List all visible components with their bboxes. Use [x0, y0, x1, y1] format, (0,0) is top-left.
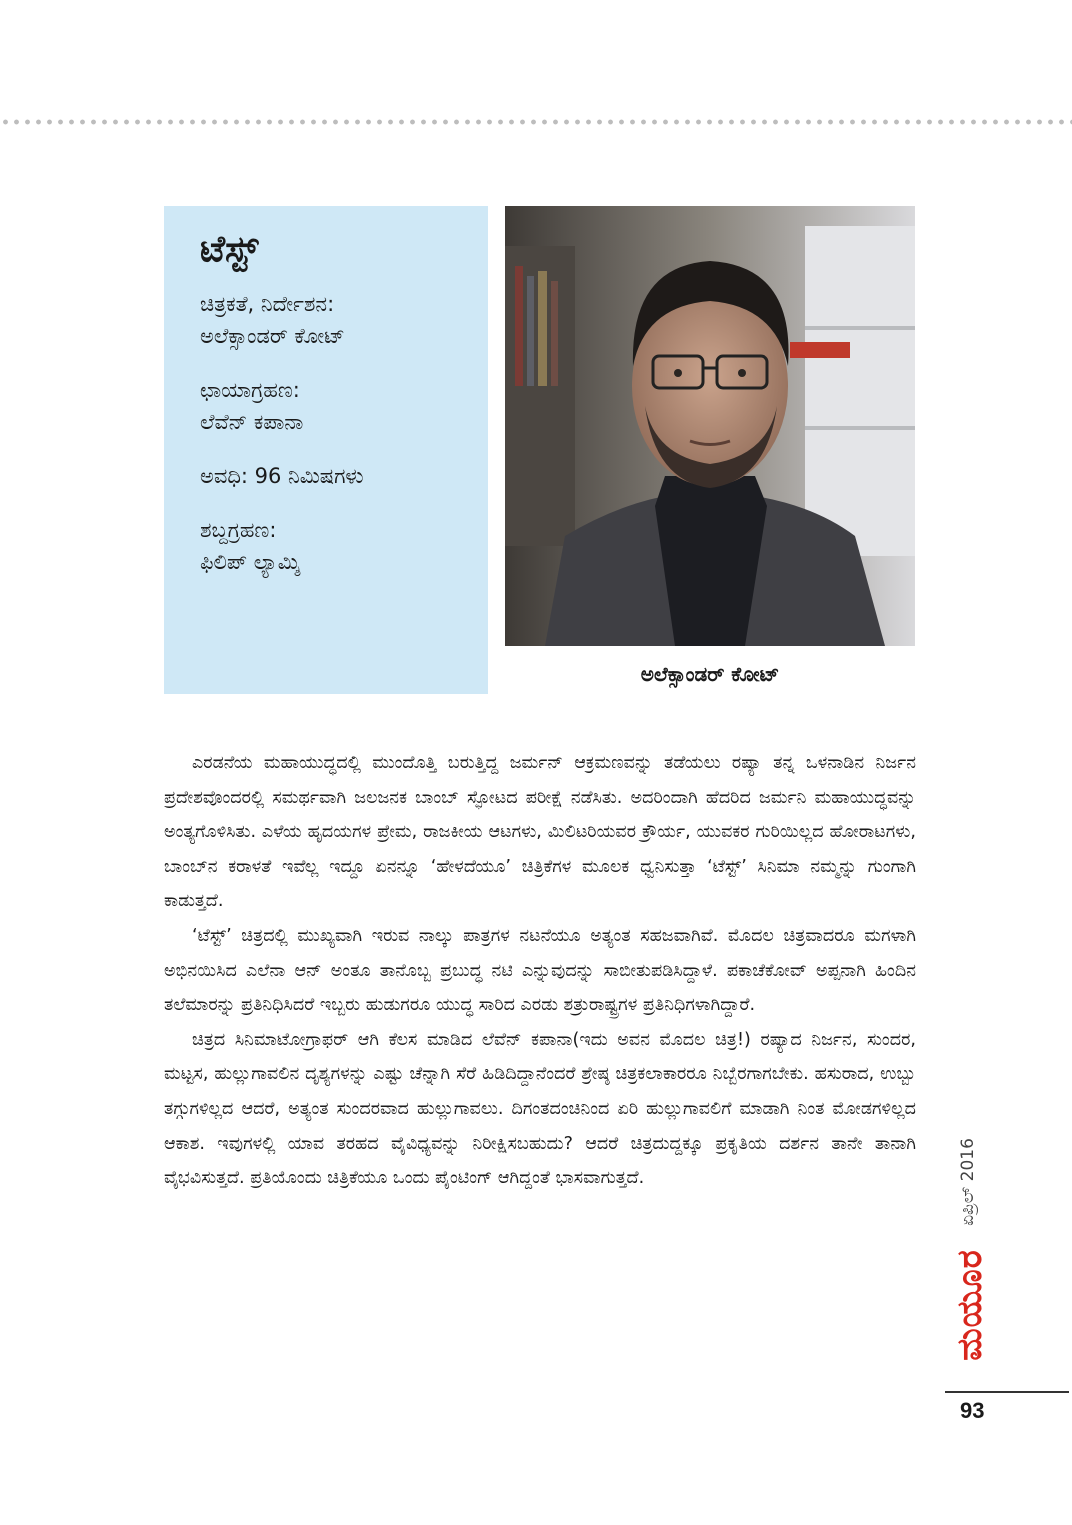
camera-label: ಛಾಯಾಗ್ರಹಣ: [200, 378, 300, 402]
dotted-rule [0, 118, 1072, 126]
duration-text: ಅವಧಿ: 96 ನಿಮಿಷಗಳು [200, 464, 364, 488]
article-paragraph: ‘ಟೆಸ್ಟ್’ ಚಿತ್ರದಲ್ಲಿ ಮುಖ್ಯವಾಗಿ ಇರುವ ನಾಲ್ಕು ಪಾತ್ರಗಳ ನಟನೆಯೂ ಅತ್ಯಂತ ಸಹಜವಾಗಿವೆ. ಮೊದಲ ಚಿತ್ರವಾದರೂ ಮಗಳಾಗಿ ಅಭಿನಯಿಸಿದ ಎಲೆನಾ ಆನ್ ಅಂತೂ ತಾನೊಬ್ಬ ಪ್ರಬುದ್ಧ ನಟಿ ಎನ್ನುವುದನ್ನು ಸಾಬೀತುಪಡಿಸಿದ್ದಾಳೆ. ಪಕಾಚೆಕೋವ್ ಅಪ್ಪನಾಗಿ ಹಿಂದಿನ ತಲೆಮಾರನ್ನು ಪ್ರತಿನಿಧಿಸಿದರೆ ಇಬ್ಬರು ಹುಡುಗರೂ ಯುದ್ಧ ಸಾರಿದ ಎರಡು ಶತ್ರುರಾಷ್ಟ್ರಗಳ ಪ್ರತಿನಿಧಿಗಳಾಗಿದ್ದಾರೆ. [164, 925, 916, 1016]
credit-camera [200, 374, 458, 438]
camera-value: ಲೆವೆನ್ ಕಪಾನಾ [200, 410, 304, 434]
page-number-rule [945, 1391, 1069, 1393]
credit-screenplay [200, 288, 458, 352]
magazine-logo: ಮಯೂರ [950, 1249, 990, 1361]
screenplay-value: ಅಲೆಕ್ಸಾಂಡರ್ ಕೋಟ್ [200, 324, 345, 348]
sound-value: ಫಿಲಿಪ್ ಲ್ಯಾಮ್ಶಿ [200, 550, 301, 574]
issue-date: ಏಪ್ರಿಲ್ 2016 [958, 1138, 978, 1226]
magazine-sidebar [945, 1115, 995, 1380]
screenplay-label: ಚಿತ್ರಕತೆ, ನಿರ್ದೇಶನ: [200, 292, 335, 316]
article-body [164, 746, 916, 1196]
film-title: ಟೆಸ್ಟ್ [200, 229, 259, 270]
page-number: 93 [960, 1398, 985, 1423]
article-paragraph: ಎರಡನೆಯ ಮಹಾಯುದ್ಧದಲ್ಲಿ ಮುಂದೊತ್ತಿ ಬರುತ್ತಿದ್ದ ಜರ್ಮನ್ ಆಕ್ರಮಣವನ್ನು ತಡೆಯಲು ರಷ್ಯಾ ತನ್ನ ಒಳನಾಡಿನ ನಿರ್ಜನ ಪ್ರದೇಶವೊಂದರಲ್ಲಿ ಸಮರ್ಥವಾಗಿ ಜಲಜನಕ ಬಾಂಬ್ ಸ್ಫೋಟದ ಪರೀಕ್ಷೆ ನಡೆಸಿತು. ಅದರಿಂದಾಗಿ ಹೆದರಿದ ಜರ್ಮನಿ ಮಹಾಯುದ್ಧವನ್ನು ಅಂತ್ಯಗೊಳಿಸಿತು. ಎಳೆಯ ಹೃದಯಗಳ ಪ್ರೇಮ, ರಾಜಕೀಯ ಆಟಗಳು, ಮಿಲಿಟರಿಯವರ ಕ್ರೌರ್ಯ, ಯುವಕರ ಗುರಿಯಿಲ್ಲದ ಹೋರಾಟಗಳು, ಬಾಂಬ್‌ನ ಕರಾಳತೆ ಇವೆಲ್ಲ ಇದ್ದೂ ಏನನ್ನೂ ‘ಹೇಳದೆಯೂ’ ಚಿತ್ರಿಕೆಗಳ ಮೂಲಕ ಧ್ವನಿಸುತ್ತಾ ‘ಟೆಸ್ಟ್’ ಸಿನಿಮಾ ನಮ್ಮನ್ನು ಗುಂಗಾಗಿ ಕಾಡುತ್ತದೆ. [164, 753, 916, 912]
film-info-box [164, 206, 488, 694]
credit-duration [200, 460, 458, 492]
article-paragraph: ಚಿತ್ರದ ಸಿನಿಮಾಟೋಗ್ರಾಫರ್ ಆಗಿ ಕೆಲಸ ಮಾಡಿದ ಲೆವೆನ್ ಕಪಾನಾ(ಇದು ಅವನ ಮೊದಲ ಚಿತ್ರ!) ರಷ್ಯಾದ ನಿರ್ಜನ, ಸುಂದರ, ಮಟ್ಟಸ, ಹುಲ್ಲುಗಾವಲಿನ ದೃಶ್ಯಗಳನ್ನು ಎಷ್ಟು ಚೆನ್ನಾಗಿ ಸೆರೆ ಹಿಡಿದಿದ್ದಾನೆಂದರೆ ಶ್ರೇಷ್ಠ ಚಿತ್ರಕಲಾಕಾರರೂ ನಿಬ್ಬೆರಗಾಗಬೇಕು. ಹಸುರಾದ, ಉಬ್ಬು ತಗ್ಗುಗಳಿಲ್ಲದ ಆದರೆ, ಅತ್ಯಂತ ಸುಂದರವಾದ ಹುಲ್ಲುಗಾವಲು. ದಿಗಂತದಂಚಿನಿಂದ ಏರಿ ಹುಲ್ಲುಗಾವಲಿಗೆ ಮಾಡಾಗಿ ನಿಂತ ಮೋಡಗಳಿಲ್ಲದ ಆಕಾಶ. ಇವುಗಳಲ್ಲಿ ಯಾವ ತರಹದ ವೈವಿಧ್ಯವನ್ನು ನಿರೀಕ್ಷಿಸಬಹುದು? ಆದರೆ ಚಿತ್ರದುದ್ದಕ್ಕೂ ಪ್ರಕೃತಿಯ ದರ್ಶನ ತಾನೇ ತಾನಾಗಿ ವೈಭವಿಸುತ್ತದೆ. ಪ್ರತಿಯೊಂದು ಚಿತ್ರಿಕೆಯೂ ಒಂದು ಪೈಂಟಿಂಗ್ ಆಗಿದ್ದಂತೆ ಭಾಸವಾಗುತ್ತದೆ. [164, 1029, 916, 1189]
sound-label: ಶಬ್ದಗ್ರಹಣ: [200, 518, 277, 542]
director-photo [505, 206, 915, 646]
photo-caption: ಅಲೆಕ್ಸಾಂಡರ್ ಕೋಟ್ [640, 662, 780, 686]
credit-sound [200, 514, 458, 578]
portrait-illustration [505, 206, 915, 646]
